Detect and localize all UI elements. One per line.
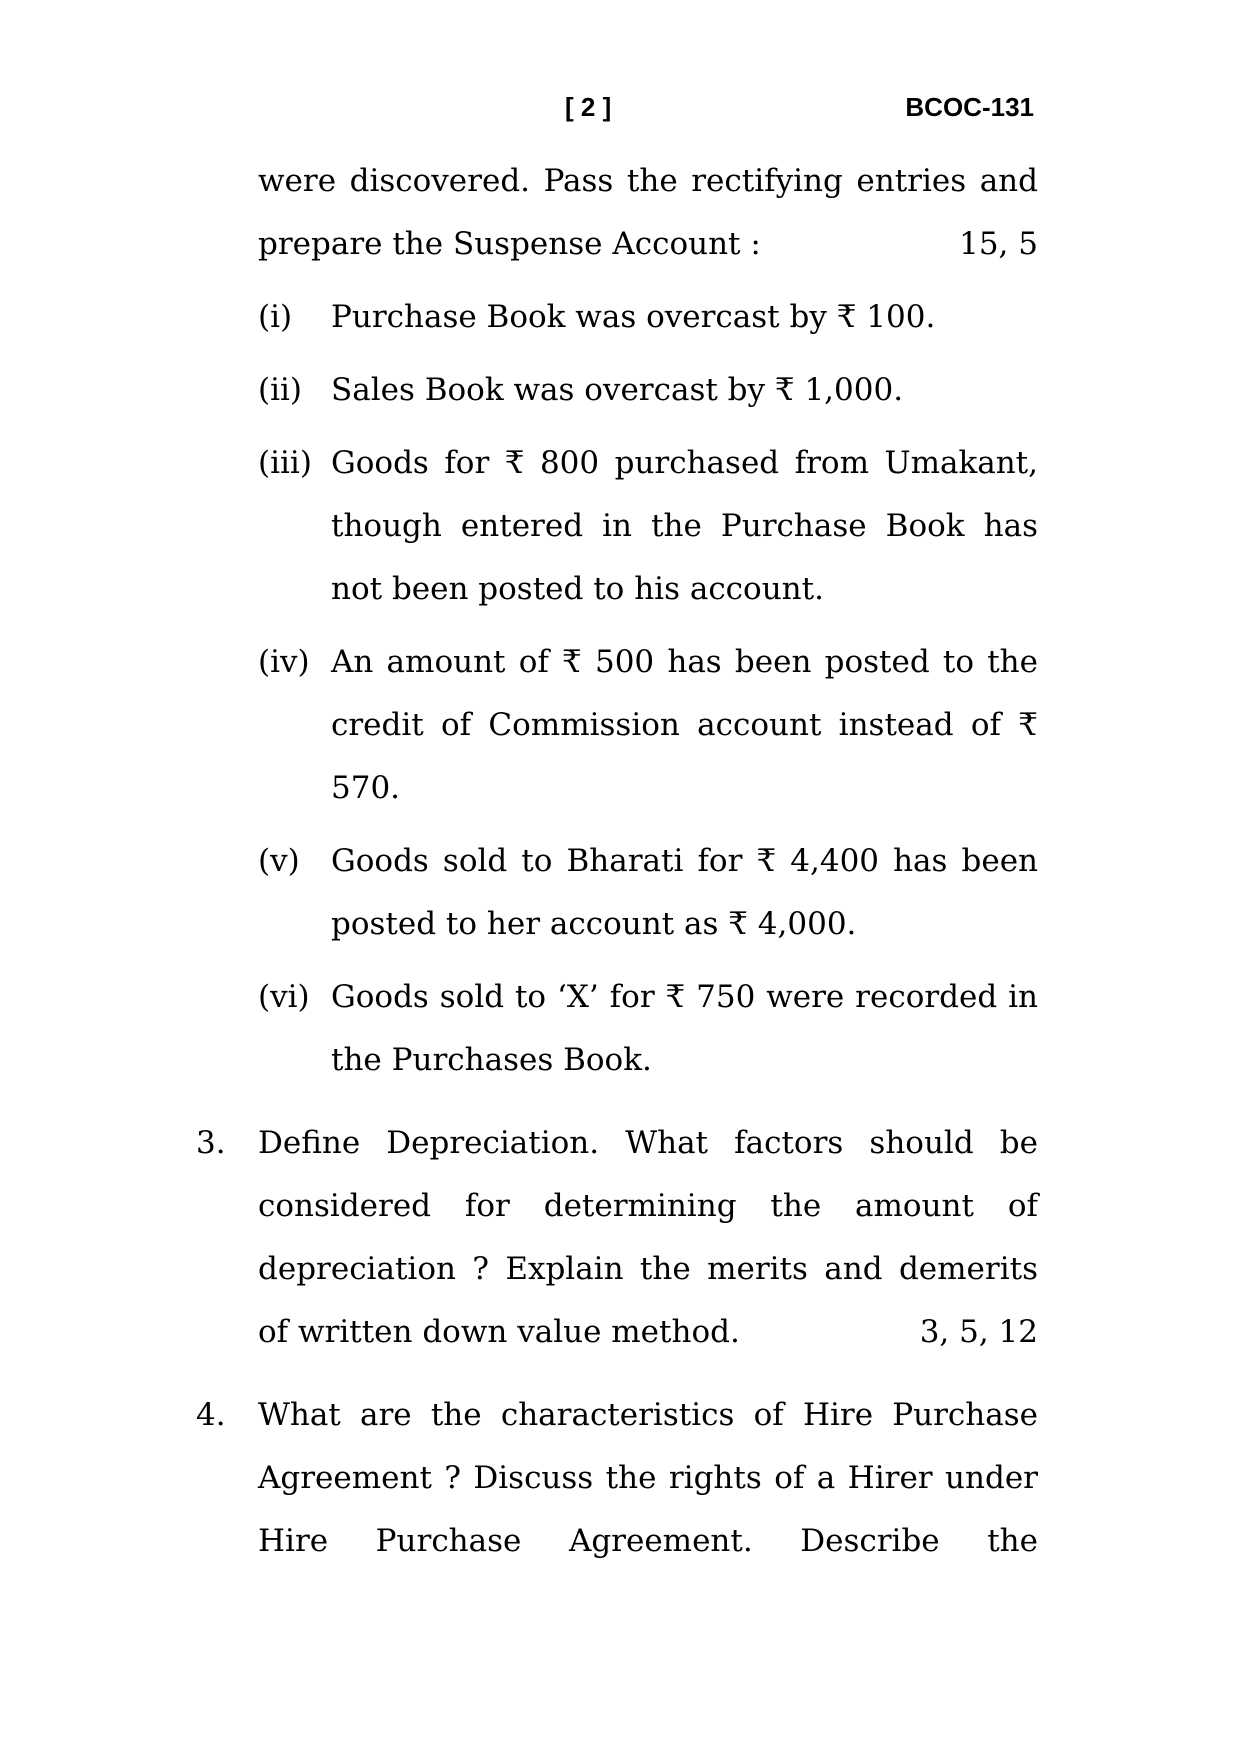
continuation-text: were discovered. Pass the rectifying entries and prepare the Suspense Account :	[258, 163, 1038, 262]
question-3-marks: 3, 5, 12	[919, 1314, 1038, 1350]
subitem-vi	[258, 966, 1038, 1092]
subitem-label: (v)	[258, 843, 300, 879]
subitem-label: (iii)	[258, 445, 312, 481]
question-number: 3.	[196, 1125, 226, 1161]
subitem-v	[258, 830, 1038, 956]
question-2-continuation	[258, 150, 1038, 276]
question-3	[196, 1112, 1038, 1364]
question-number: 4.	[196, 1397, 226, 1433]
question-4	[196, 1384, 1038, 1573]
subitem-ii	[258, 359, 1038, 422]
subitem-text: An amount of ₹ 500 has been posted to the credit of Commission account instead of ₹ 570.	[331, 644, 1038, 806]
subitem-iv	[258, 631, 1038, 820]
subitem-i	[258, 286, 1038, 349]
subitem-text: Purchase Book was overcast by ₹ 100.	[331, 299, 936, 335]
subitem-label: (iv)	[258, 644, 310, 680]
subitem-text: Sales Book was overcast by ₹ 1,000.	[331, 372, 904, 408]
subitem-label: (i)	[258, 299, 293, 335]
course-code: BCOC-131	[905, 92, 1034, 122]
question-4-text: What are the characteristics of Hire Purchase Agreement ? Discuss the rights of a Hirer under Hire Purchase Agreement. Describe the	[258, 1397, 1038, 1559]
question-text	[258, 1112, 1038, 1364]
page-header	[0, 80, 1241, 120]
page-number: [ 2 ]	[565, 92, 612, 122]
page-body	[0, 150, 1241, 1573]
subitem-text: Goods sold to ‘X’ for ₹ 750 were recorded in the Purchases Book.	[331, 979, 1038, 1078]
subitem-text: Goods sold to Bharati for ₹ 4,400 has been posted to her account as ₹ 4,000.	[331, 843, 1038, 942]
subitem-label: (vi)	[258, 979, 310, 1015]
question-3-text: Define Depreciation. What factors should be considered for determining the amount of depreciation ? Explain the merits and demerits of written down value method.	[258, 1125, 1038, 1350]
subitem-iii	[258, 432, 1038, 621]
question-2-marks: 15, 5	[959, 226, 1038, 262]
subitem-label: (ii)	[258, 372, 303, 408]
subitem-text: Goods for ₹ 800 purchased from Umakant, though entered in the Purchase Book has not been posted to his account.	[331, 445, 1038, 607]
